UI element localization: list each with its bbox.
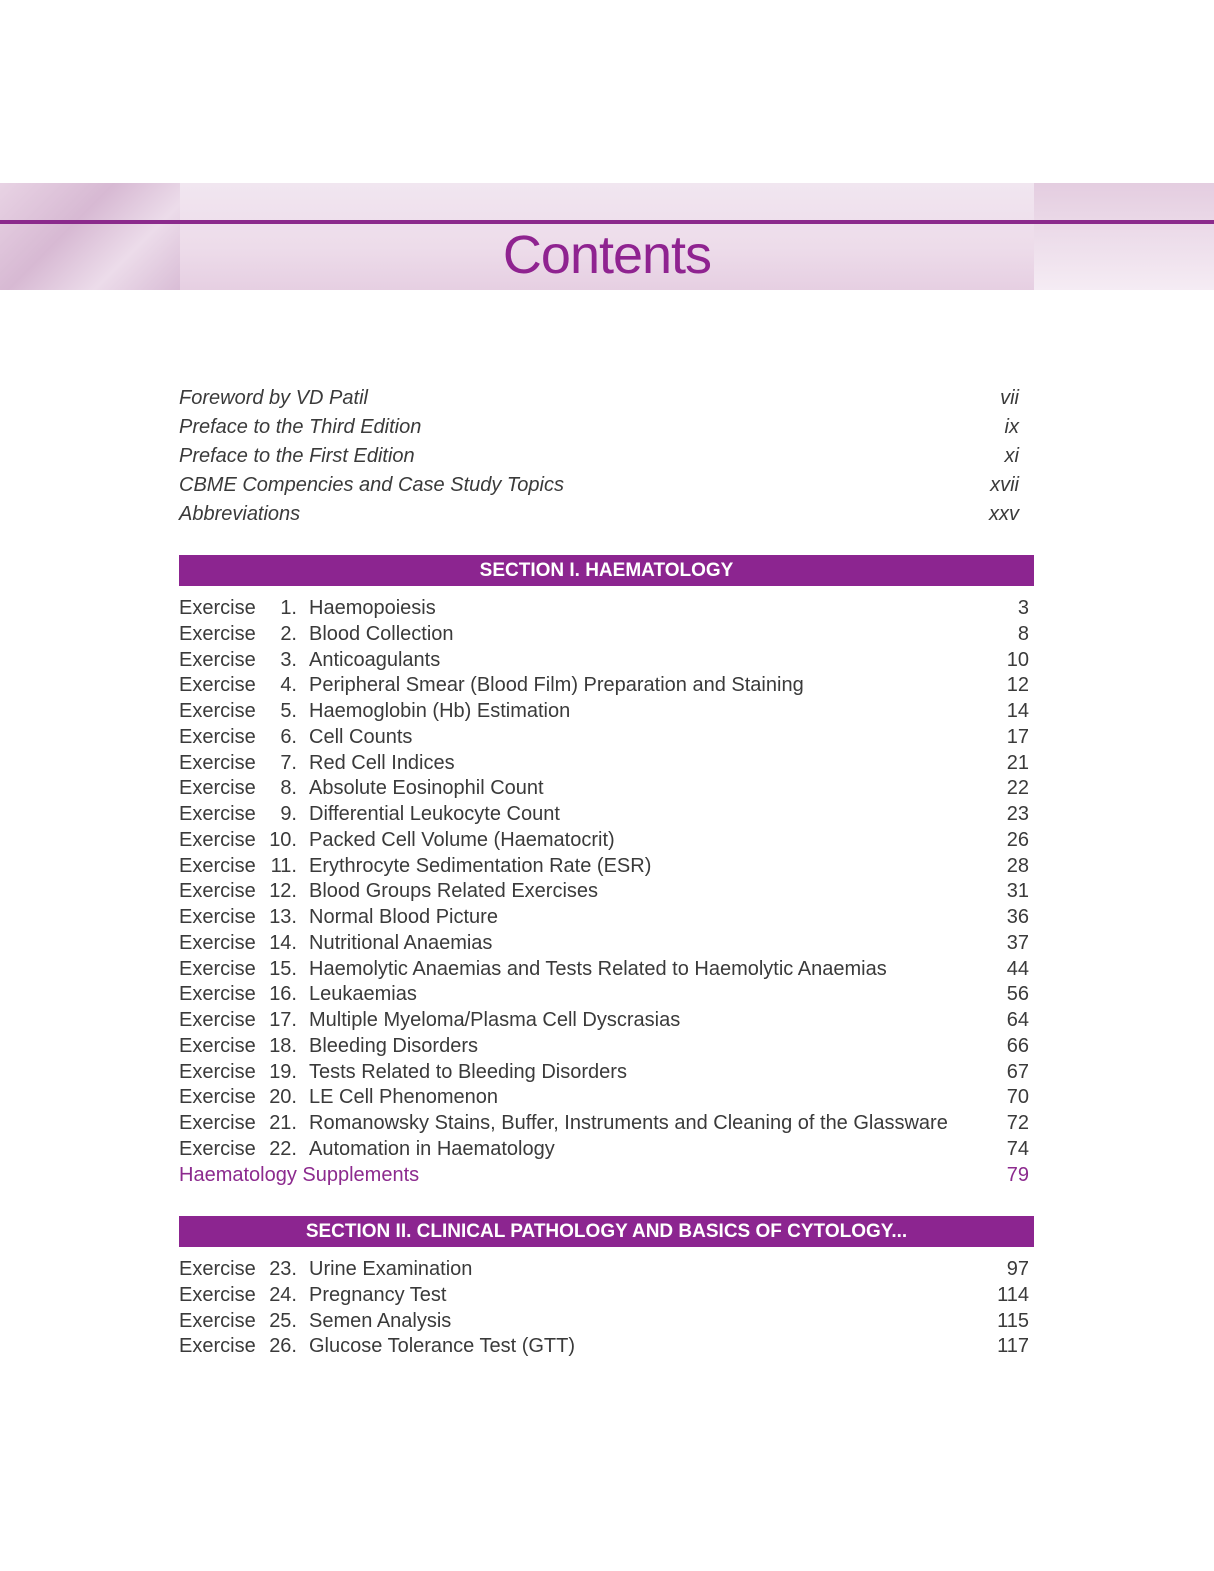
exercise-entry[interactable]: [179, 1060, 1029, 1085]
exercise-title: Anticoagulants: [309, 648, 441, 671]
exercise-label: Exercise: [179, 622, 256, 645]
exercise-number: 15.: [269, 957, 297, 980]
entry-page: xxv: [989, 503, 1019, 525]
exercise-page: 56: [1006, 983, 1029, 1006]
exercise-label: Exercise: [179, 906, 256, 928]
exercise-page: 28: [1006, 854, 1029, 877]
exercise-page: 23: [1006, 803, 1029, 825]
exercise-page: 114: [997, 1283, 1029, 1306]
exercise-label: Exercise: [179, 1335, 256, 1358]
exercise-page: 21: [1006, 751, 1029, 774]
exercise-title: Haemolytic Anaemias and Tests Related to Haemolytic Anaemias: [309, 957, 887, 980]
front-matter-entry[interactable]: [179, 500, 1019, 529]
exercise-number: 18.: [269, 1034, 297, 1057]
exercise-title: Pregnancy Test: [309, 1283, 447, 1306]
entry-page: xvii: [990, 474, 1019, 496]
exercise-number: 13.: [269, 906, 297, 928]
exercise-page: 8: [1017, 622, 1029, 645]
exercise-label: Exercise: [179, 751, 256, 774]
exercise-label: Exercise: [179, 931, 256, 954]
exercise-number: 11.: [270, 854, 297, 877]
supplement-title: Haematology Supplements: [179, 1163, 420, 1186]
exercise-page: 67: [1006, 1060, 1029, 1083]
exercise-label: Exercise: [179, 803, 256, 825]
exercise-title: Multiple Myeloma/Plasma Cell Dyscrasias: [309, 1009, 681, 1031]
exercise-title: Leukaemias: [309, 983, 417, 1006]
section-heading: SECTION II. CLINICAL PATHOLOGY AND BASICS OF CYTOLOGY...: [179, 1216, 1034, 1247]
front-matter-entry[interactable]: [179, 471, 1019, 500]
entry-page: ix: [1004, 416, 1019, 438]
exercise-page: 26: [1006, 828, 1029, 851]
exercise-entry[interactable]: [179, 1137, 1029, 1162]
exercise-label: Exercise: [179, 1258, 256, 1280]
exercise-label: Exercise: [179, 983, 256, 1006]
exercise-entry[interactable]: [179, 1257, 1029, 1282]
exercise-page: 64: [1006, 1009, 1029, 1031]
exercise-number: 24.: [269, 1283, 297, 1306]
exercise-entry[interactable]: [179, 751, 1029, 776]
exercise-number: 4.: [280, 674, 297, 697]
exercise-entry[interactable]: [179, 776, 1029, 801]
exercise-page: 37: [1006, 931, 1029, 954]
exercise-page: 31: [1006, 880, 1029, 903]
exercise-page: 14: [1006, 700, 1029, 722]
exercise-page: 10: [1006, 648, 1029, 671]
exercise-title: Urine Examination: [309, 1258, 473, 1280]
exercise-title: Normal Blood Picture: [309, 906, 498, 928]
exercise-entry[interactable]: [179, 596, 1029, 621]
exercise-number: 6.: [280, 725, 297, 748]
exercise-page: 74: [1006, 1137, 1029, 1160]
exercise-title: Cell Counts: [309, 725, 413, 748]
exercise-label: Exercise: [179, 1283, 256, 1306]
exercise-number: 25.: [269, 1309, 297, 1332]
exercise-label: Exercise: [179, 1034, 256, 1057]
exercise-label: Exercise: [179, 1112, 256, 1134]
exercise-page: 22: [1006, 777, 1029, 800]
entry-title: Preface to the First Edition: [179, 445, 415, 467]
exercise-label: Exercise: [179, 1309, 256, 1332]
exercise-number: 23.: [269, 1258, 297, 1280]
page-title: Contents: [502, 225, 712, 285]
exercise-page: 97: [1006, 1258, 1029, 1280]
exercise-label: Exercise: [179, 854, 256, 877]
exercise-label: Exercise: [179, 700, 256, 722]
exercise-number: 10.: [269, 828, 297, 851]
exercise-number: 19.: [269, 1060, 297, 1083]
exercise-label: Exercise: [179, 777, 256, 800]
exercise-number: 2.: [280, 622, 297, 645]
exercise-title: Peripheral Smear (Blood Film) Preparation and Staining: [309, 674, 804, 697]
exercise-title: Automation in Haematology: [309, 1137, 555, 1160]
exercise-page: 117: [997, 1335, 1029, 1358]
exercise-title: Glucose Tolerance Test (GTT): [309, 1335, 576, 1358]
exercise-title: Semen Analysis: [309, 1309, 452, 1332]
exercise-label: Exercise: [179, 597, 256, 619]
exercise-label: Exercise: [179, 1009, 256, 1031]
exercise-entry[interactable]: [179, 879, 1029, 904]
exercise-entry[interactable]: [179, 802, 1029, 827]
exercise-entry[interactable]: [179, 1111, 1029, 1136]
exercise-number: 8.: [280, 777, 297, 800]
exercise-number: 5.: [280, 700, 297, 722]
exercise-entry[interactable]: [179, 725, 1029, 750]
exercise-number: 26.: [269, 1335, 297, 1358]
exercise-title: Romanowsky Stains, Buffer, Instruments and Cleaning of the Glassware: [309, 1112, 948, 1134]
exercise-entry[interactable]: [179, 622, 1029, 647]
exercise-title: Differential Leukocyte Count: [309, 803, 560, 825]
exercise-title: Blood Groups Related Exercises: [309, 880, 599, 903]
exercise-entry[interactable]: [179, 905, 1029, 930]
entry-title: Preface to the Third Edition: [179, 416, 422, 438]
exercise-page: 17: [1006, 725, 1029, 748]
exercise-entry[interactable]: [179, 1085, 1029, 1110]
exercise-label: Exercise: [179, 1086, 256, 1109]
exercise-title: Blood Collection: [309, 622, 454, 645]
entry-page: xi: [1004, 445, 1019, 467]
exercise-number: 17.: [269, 1009, 297, 1031]
exercise-title: Red Cell Indices: [309, 751, 455, 774]
exercise-title: Erythrocyte Sedimentation Rate (ESR): [309, 854, 652, 877]
exercise-label: Exercise: [179, 1137, 256, 1160]
exercise-page: 3: [1017, 597, 1029, 619]
exercise-page: 44: [1006, 957, 1029, 980]
exercise-entry[interactable]: [179, 854, 1029, 879]
section-heading: SECTION I. HAEMATOLOGY: [179, 555, 1034, 586]
exercise-number: 14.: [269, 931, 297, 954]
front-matter-entry[interactable]: [179, 384, 1019, 413]
exercise-label: Exercise: [179, 725, 256, 748]
exercise-number: 7.: [280, 751, 297, 774]
exercise-entry[interactable]: [179, 957, 1029, 982]
exercise-number: 20.: [269, 1086, 297, 1109]
exercise-label: Exercise: [179, 880, 256, 903]
exercise-title: Absolute Eosinophil Count: [309, 777, 544, 800]
exercise-title: Nutritional Anaemias: [309, 931, 493, 954]
exercise-entry[interactable]: [179, 648, 1029, 673]
entry-title: Foreword by VD Patil: [179, 387, 368, 409]
entry-page: vii: [1000, 387, 1019, 409]
exercise-entry[interactable]: [179, 982, 1029, 1007]
supplement-entry[interactable]: [179, 1163, 1029, 1188]
exercise-number: 3.: [280, 648, 297, 671]
exercise-number: 1.: [280, 597, 297, 619]
exercise-page: 72: [1006, 1112, 1029, 1134]
exercise-entry[interactable]: [179, 1283, 1029, 1308]
exercise-entry[interactable]: [179, 673, 1029, 698]
front-matter-entry[interactable]: [179, 442, 1019, 471]
exercise-page: 70: [1006, 1086, 1029, 1109]
exercise-number: 22.: [269, 1137, 297, 1160]
exercise-page: 12: [1006, 674, 1029, 697]
exercise-number: 9.: [280, 803, 297, 825]
exercise-entry[interactable]: [179, 1008, 1029, 1033]
front-matter-entry[interactable]: [179, 413, 1019, 442]
entry-title: Abbreviations: [179, 503, 301, 525]
exercise-number: 16.: [269, 983, 297, 1006]
exercise-title: Tests Related to Bleeding Disorders: [309, 1060, 627, 1083]
exercise-entry[interactable]: [179, 828, 1029, 853]
exercise-page: 36: [1006, 906, 1029, 928]
exercise-label: Exercise: [179, 648, 256, 671]
exercise-page: 66: [1006, 1034, 1029, 1057]
exercise-entry[interactable]: [179, 931, 1029, 956]
exercise-entry[interactable]: [179, 1334, 1029, 1359]
exercise-page: 115: [997, 1309, 1029, 1332]
exercise-label: Exercise: [179, 828, 256, 851]
exercise-title: Haemopoiesis: [309, 597, 436, 619]
exercise-title: Bleeding Disorders: [309, 1034, 478, 1057]
exercise-entry[interactable]: [179, 699, 1029, 724]
exercise-title: Haemoglobin (Hb) Estimation: [309, 700, 571, 722]
supplement-page: 79: [1006, 1163, 1029, 1186]
exercise-number: 12.: [269, 880, 297, 903]
exercise-label: Exercise: [179, 674, 256, 697]
exercise-label: Exercise: [179, 957, 256, 980]
exercise-title: LE Cell Phenomenon: [309, 1086, 499, 1109]
exercise-title: Packed Cell Volume (Haematocrit): [309, 828, 615, 851]
exercise-entry[interactable]: [179, 1034, 1029, 1059]
entry-title: CBME Compencies and Case Study Topics: [179, 474, 564, 496]
exercise-entry[interactable]: [179, 1309, 1029, 1334]
exercise-number: 21.: [269, 1112, 297, 1134]
exercise-label: Exercise: [179, 1060, 256, 1083]
